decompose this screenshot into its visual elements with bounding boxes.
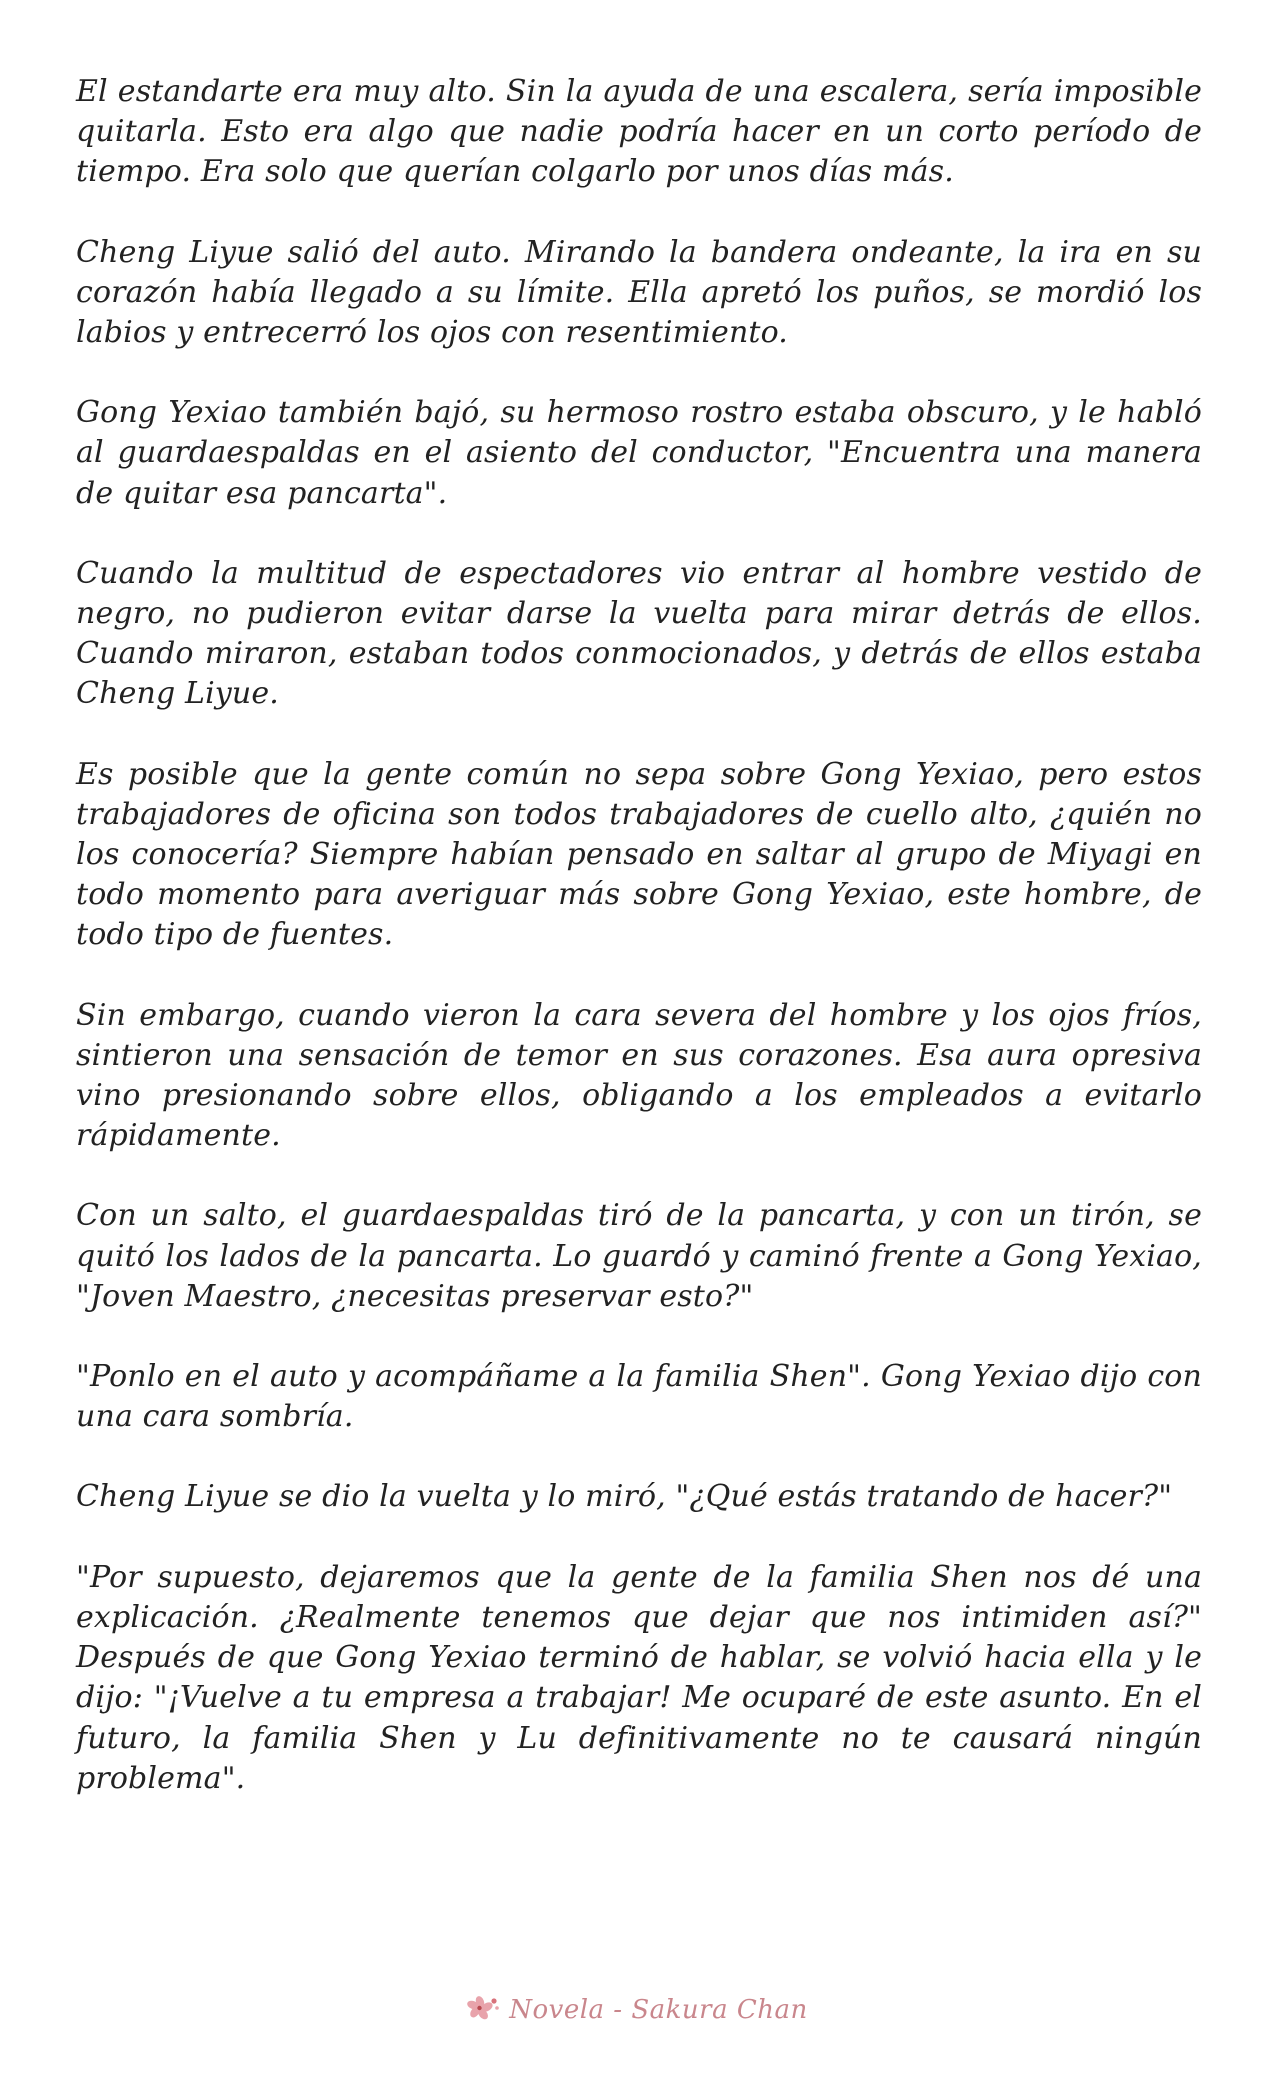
paragraph-7: Con un salto, el guardaespaldas tiró de la pancarta, y con un tirón, se quitó los lados de la pancarta. Lo guardó y caminó frente a Gong Yexiao, "Joven Maestro, ¿necesitas preservar esto?" [76,1198,1202,1314]
sakura-flower-icon [467,1993,501,2027]
paragraph-1: El estandarte era muy alto. Sin la ayuda de una escalera, sería imposible quitarla. Esto era algo que nadie podría hacer en un corto período de tiempo. Era solo que querían colgarlo por unos días más. [76,74,1202,190]
paragraph-5: Es posible que la gente común no sepa sobre Gong Yexiao, pero estos trabajadores de oficina son todos trabajadores de cuello alto, ¿quién no los conocería? Siempre habían pensado en saltar al grupo de Miyagi en todo momento para averiguar más sobre Gong Yexiao, este hombre, de todo tipo de fuentes. [76,756,1202,953]
paragraph-8: "Ponlo en el auto y acompáñame a la familia Shen". Gong Yexiao dijo con una cara sombría. [76,1359,1202,1435]
footer-watermark [0,1990,1275,2030]
paragraph-3: Gong Yexiao también bajó, su hermoso rostro estaba obscuro, y le habló al guardaespaldas en el asiento del conductor, "Encuentra una manera de quitar esa pancarta". [76,395,1202,511]
paragraph-6: Sin embargo, cuando vieron la cara severa del hombre y los ojos fríos, sintieron una sensación de temor en sus corazones. Esa aura opresiva vino presionando sobre ellos, obligando a los empleados a evitarlo rápidamente. [76,997,1202,1154]
paragraph-9: Cheng Liyue se dio la vuelta y lo miró, "¿Qué estás tratando de hacer?" [76,1479,1173,1515]
paragraph-10: "Por supuesto, dejaremos que la gente de la familia Shen nos dé una explicación. ¿Realmente tenemos que dejar que nos intimiden así?" Después de que Gong Yexiao terminó de hablar, se volvió hacia ella y le dijo: "¡Vuelve a tu empresa a trabajar! Me ocuparé de este asunto. En el futuro, la familia Shen y Lu definitivamente no te causará ningún problema". [76,1559,1202,1796]
document-body [76,72,1202,1839]
paragraph-4: Cuando la multitud de espectadores vio entrar al hombre vestido de negro, no pudieron evitar darse la vuelta para mirar detrás de ellos. Cuando miraron, estaban todos conmocionados, y detrás de ellos estaba Cheng Liyue. [76,555,1202,712]
paragraph-2: Cheng Liyue salió del auto. Mirando la bandera ondeante, la ira en su corazón había llegado a su límite. Ella apretó los puños, se mordió los labios y entrecerró los ojos con resentimiento. [76,234,1202,351]
footer-text: Novela - Sakura Chan [509,1995,808,2025]
